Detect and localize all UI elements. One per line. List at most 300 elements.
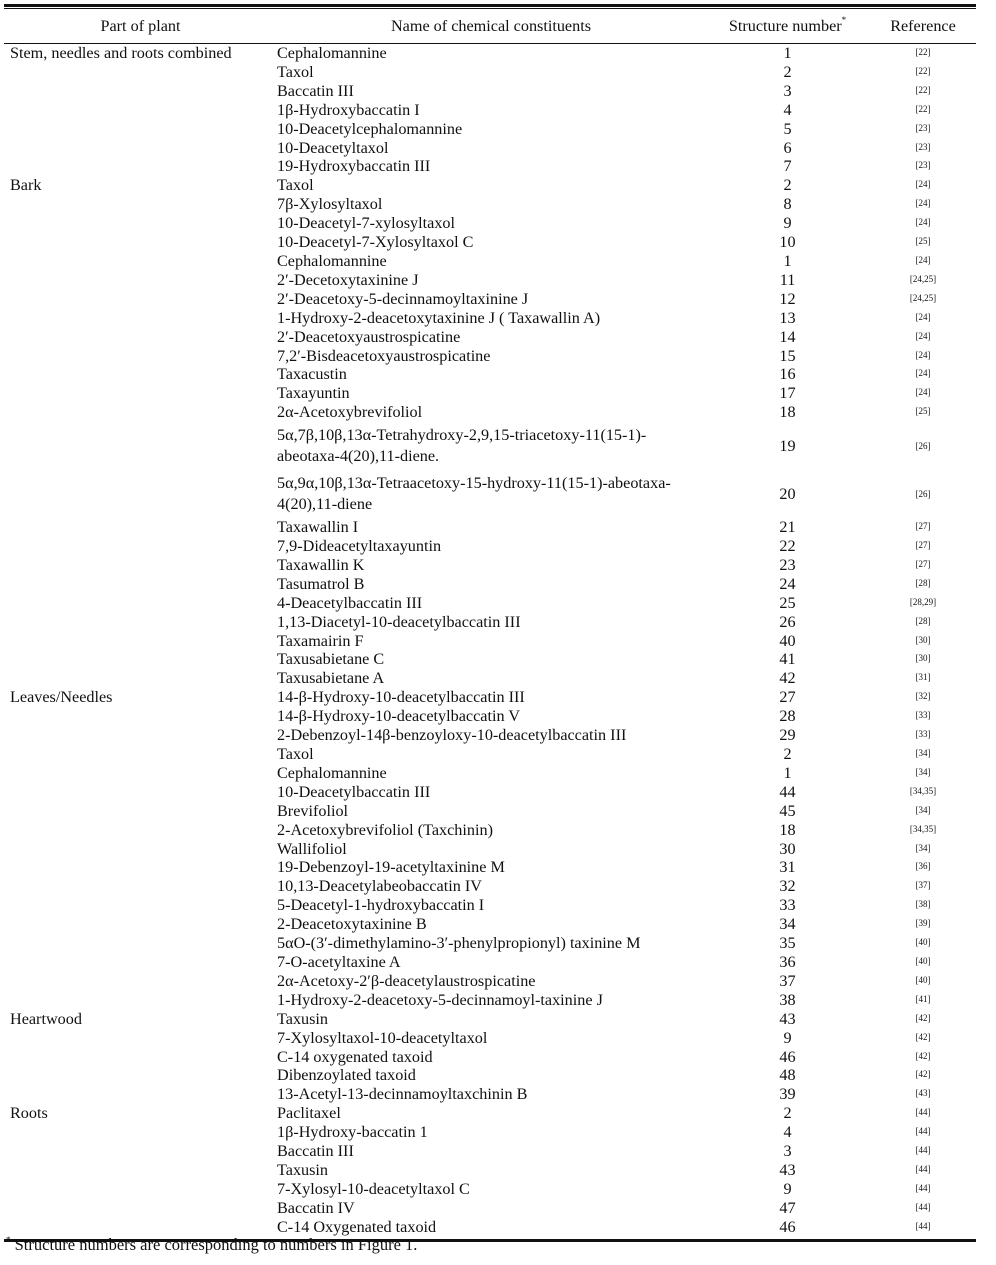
row-part [4, 802, 277, 821]
row-reference: [42] [915, 1050, 931, 1061]
table-row [4, 802, 976, 821]
row-structure-number: 29 [779, 726, 796, 745]
row-name: Taxamairin F [277, 631, 364, 650]
table-row [4, 1085, 976, 1104]
row-part [4, 726, 277, 745]
row-reference: [24] [915, 254, 931, 265]
row-structure-number: 26 [779, 612, 796, 631]
row-part: Heartwood [10, 1009, 82, 1028]
row-part [4, 537, 277, 556]
row-part [4, 518, 277, 537]
table-row [4, 1180, 976, 1199]
table-row [4, 328, 976, 347]
row-name: Baccatin IV [277, 1198, 355, 1217]
table-row [4, 726, 976, 745]
row-part: Roots [10, 1104, 48, 1123]
row-part [4, 821, 277, 840]
row-structure-number: 32 [779, 877, 796, 896]
table-row [4, 896, 976, 915]
row-name: 7-Xylosyltaxol-10-deacetyltaxol [277, 1028, 488, 1047]
table-row [4, 1048, 976, 1067]
row-part [4, 252, 277, 271]
row-reference: [38] [915, 899, 931, 910]
row-structure-number: 10 [779, 233, 796, 252]
table-row [4, 422, 976, 470]
row-reference: [24] [915, 330, 931, 341]
row-structure-number: 43 [779, 1160, 796, 1179]
row-reference: [41] [915, 993, 931, 1004]
row-part [4, 991, 277, 1010]
row-structure-number: 4 [783, 1123, 792, 1142]
row-structure-number: 34 [779, 915, 796, 934]
row-reference: [33] [915, 710, 931, 721]
table-row [4, 1161, 976, 1180]
row-part: Bark [10, 176, 42, 195]
row-name: 10-Deacetylcephalomannine [277, 119, 463, 138]
row-name: C-14 Oxygenated taxoid [277, 1217, 437, 1236]
row-name: Taxusin [277, 1009, 329, 1028]
row-structure-number: 45 [779, 801, 796, 820]
row-structure-number: 1 [783, 763, 792, 782]
table-row [4, 707, 976, 726]
row-reference: [23] [915, 160, 931, 171]
row-reference: [37] [915, 880, 931, 891]
row-reference: [40] [915, 955, 931, 966]
row-structure-number: 2 [783, 745, 792, 763]
table-row [4, 953, 976, 972]
row-name: 7,9-Dideacetyltaxayuntin [277, 537, 442, 556]
row-reference: [30] [915, 653, 931, 664]
row-reference: [22] [915, 103, 931, 114]
row-structure-number: 35 [779, 934, 796, 953]
row-reference: [32] [915, 691, 931, 702]
row-reference: [42] [915, 1012, 931, 1023]
table-row [4, 309, 976, 328]
row-structure-number: 18 [779, 403, 796, 422]
row-name: Taxusin [277, 1160, 329, 1179]
row-structure-number: 6 [783, 138, 792, 157]
table-row [4, 934, 976, 953]
row-structure-number: 1 [783, 44, 792, 62]
row-reference: [24] [915, 349, 931, 360]
table-row [4, 518, 976, 537]
row-name: 2′-Decetoxytaxinine J [277, 270, 419, 289]
table-row [4, 745, 976, 764]
row-part [4, 556, 277, 575]
row-name: 5αO-(3′-dimethylamino-3′-phenylpropionyl) taxinine M [277, 934, 641, 953]
row-part [4, 195, 277, 214]
row-structure-number: 2 [783, 62, 792, 81]
row-structure-number: 24 [779, 574, 796, 593]
row-part [4, 63, 277, 82]
row-reference: [44] [915, 1220, 931, 1231]
row-structure-number: 21 [779, 518, 796, 537]
row-name: Paclitaxel [277, 1104, 341, 1123]
row-reference: [24] [915, 217, 931, 228]
table-body [4, 44, 976, 1237]
row-structure-number: 37 [779, 971, 796, 990]
table-row [4, 44, 976, 63]
row-part [4, 707, 277, 726]
row-part [4, 594, 277, 613]
row-part [4, 1066, 277, 1085]
row-name: 7,2′-Bisdeacetoxyaustrospicatine [277, 346, 491, 365]
table-row [4, 915, 976, 934]
row-structure-number: 44 [779, 782, 796, 801]
row-reference: [33] [915, 729, 931, 740]
row-name: 19-Hydroxybaccatin III [277, 157, 431, 176]
row-name: 5α,9α,10β,13α-Tetraacetoxy-15-hydroxy-11(15-1)-abeotaxa-4(20),11-diene [277, 474, 671, 514]
table-row [4, 195, 976, 214]
row-part [4, 271, 277, 290]
row-reference: [36] [915, 861, 931, 872]
footnote-text: Structure numbers are corresponding to numbers in Figure 1. [10, 1235, 418, 1254]
row-reference: [34,35] [909, 785, 937, 796]
table-row [4, 214, 976, 233]
row-structure-number: 25 [779, 593, 796, 612]
table-row [4, 1142, 976, 1161]
row-part [4, 1218, 277, 1237]
row-part [4, 470, 277, 518]
row-part [4, 157, 277, 176]
row-reference: [44] [915, 1107, 931, 1118]
row-reference: [31] [915, 672, 931, 683]
row-part [4, 101, 277, 120]
row-structure-number: 46 [779, 1217, 796, 1236]
row-name: C-14 oxygenated taxoid [277, 1047, 433, 1066]
row-reference: [28,29] [909, 596, 937, 607]
table-row [4, 365, 976, 384]
row-structure-number: 9 [783, 1179, 792, 1198]
row-reference: [30] [915, 634, 931, 645]
row-part [4, 309, 277, 328]
row-structure-number: 7 [783, 157, 792, 176]
row-name: Brevifoliol [277, 801, 349, 820]
table-row [4, 271, 976, 290]
row-reference: [28] [915, 577, 931, 588]
row-structure-number: 19 [779, 436, 796, 455]
row-structure-number: 2 [783, 176, 792, 195]
row-structure-number: 2 [783, 1104, 792, 1123]
table-row [4, 403, 976, 422]
constituents-table [4, 9, 976, 1237]
row-reference: [34] [915, 748, 931, 758]
table-row [4, 858, 976, 877]
header-number-mark: * [841, 14, 847, 25]
row-name: 4-Deacetylbaccatin III [277, 593, 423, 612]
row-reference: [24] [915, 311, 931, 322]
row-part [4, 82, 277, 101]
row-name: Taxol [277, 745, 314, 763]
table-row [4, 347, 976, 366]
footnote [6, 1235, 417, 1255]
row-structure-number: 31 [779, 858, 796, 877]
row-part [4, 764, 277, 783]
row-part [4, 1029, 277, 1048]
row-name: 2α-Acetoxybrevifoliol [277, 403, 423, 422]
table-row [4, 82, 976, 101]
row-name: 2′-Deacetoxy-5-decinnamoyltaxinine J [277, 289, 529, 308]
table-row [4, 688, 976, 707]
row-structure-number: 11 [779, 270, 796, 289]
row-part [4, 120, 277, 139]
row-reference: [34,35] [909, 823, 937, 834]
table-row [4, 176, 976, 195]
row-part [4, 953, 277, 972]
row-part [4, 896, 277, 915]
table-row [4, 1029, 976, 1048]
row-part [4, 347, 277, 366]
row-structure-number: 38 [779, 990, 796, 1009]
table-row [4, 139, 976, 158]
row-structure-number: 30 [779, 839, 796, 858]
row-part [4, 669, 277, 688]
table-row [4, 575, 976, 594]
row-reference: [34] [915, 766, 931, 777]
row-part [4, 1142, 277, 1161]
row-structure-number: 16 [779, 365, 796, 384]
row-part [4, 575, 277, 594]
row-reference: [42] [915, 1031, 931, 1042]
footnote-mark: * [6, 1235, 11, 1245]
table-row [4, 1066, 976, 1085]
table-row [4, 252, 976, 271]
table-row [4, 537, 976, 556]
row-reference: [25] [915, 236, 931, 247]
row-reference: [26] [915, 440, 931, 451]
row-structure-number: 48 [779, 1066, 796, 1085]
row-name: 2-Debenzoyl-14β-benzoyloxy-10-deacetylbaccatin III [277, 726, 627, 745]
table-row [4, 783, 976, 802]
row-structure-number: 8 [783, 195, 792, 214]
row-reference: [44] [915, 1163, 931, 1174]
table-row [4, 1218, 976, 1237]
row-name: 14-β-Hydroxy-10-deacetylbaccatin III [277, 688, 525, 707]
table-row [4, 669, 976, 688]
row-name: 10-Deacetyl-7-xylosyltaxol [277, 214, 456, 233]
header-name: Name of chemical constituents [277, 9, 705, 44]
row-name: Cephalomannine [277, 44, 387, 62]
row-part [4, 233, 277, 252]
row-name: Baccatin III [277, 1142, 354, 1161]
row-reference: [23] [915, 141, 931, 152]
row-reference: [27] [915, 521, 931, 532]
row-reference: [24,25] [909, 273, 937, 284]
table-row [4, 972, 976, 991]
row-name: 10-Deacetyl-7-Xylosyltaxol C [277, 233, 474, 252]
table-row [4, 63, 976, 82]
row-structure-number: 5 [783, 119, 792, 138]
row-reference: [22] [915, 65, 931, 76]
header-row [4, 9, 976, 44]
row-reference: [22] [915, 84, 931, 95]
table-row [4, 101, 976, 120]
table-row [4, 157, 976, 176]
row-part [4, 403, 277, 422]
row-name: Dibenzoylated taxoid [277, 1066, 416, 1085]
row-reference: [24] [915, 368, 931, 379]
row-reference: [23] [915, 122, 931, 133]
row-name: Taxawallin I [277, 518, 359, 537]
table-row [4, 650, 976, 669]
row-name: Taxol [277, 62, 314, 81]
row-part [4, 783, 277, 802]
table-row [4, 384, 976, 403]
row-name: Taxusabietane C [277, 650, 385, 669]
table-row [4, 877, 976, 896]
row-reference: [25] [915, 406, 931, 417]
row-name: 1-Hydroxy-2-deacetoxy-5-decinnamoyl-taxinine J [277, 990, 603, 1009]
row-name: 10-Deacetylbaccatin III [277, 782, 431, 801]
row-reference: [24] [915, 387, 931, 398]
row-reference: [24,25] [909, 292, 937, 303]
row-reference: [39] [915, 918, 931, 929]
row-structure-number: 9 [783, 1028, 792, 1047]
row-part [4, 328, 277, 347]
row-name: Taxacustin [277, 365, 347, 384]
row-reference: [43] [915, 1088, 931, 1099]
row-reference: [24] [915, 198, 931, 209]
row-name: Taxol [277, 176, 314, 195]
row-structure-number: 22 [779, 537, 796, 556]
header-part: Part of plant [4, 9, 277, 44]
row-name: 7β-Xylosyltaxol [277, 195, 383, 214]
table-row [4, 290, 976, 309]
row-structure-number: 18 [779, 820, 796, 839]
table-row [4, 556, 976, 575]
row-name: 1β-Hydroxy-baccatin 1 [277, 1123, 428, 1142]
row-reference: [24] [915, 179, 931, 190]
row-part [4, 1048, 277, 1067]
row-part [4, 1199, 277, 1218]
row-name: 2α-Acetoxy-2′β-deacetylaustrospicatine [277, 971, 536, 990]
row-part [4, 1180, 277, 1199]
row-structure-number: 47 [779, 1198, 796, 1217]
row-name: Cephalomannine [277, 251, 387, 270]
table-row [4, 632, 976, 651]
table-row [4, 821, 976, 840]
row-part [4, 972, 277, 991]
header-reference: Reference [870, 9, 976, 44]
row-part: Leaves/Needles [10, 688, 113, 707]
table-row [4, 1104, 976, 1123]
row-reference: [27] [915, 558, 931, 569]
row-name: 1-Hydroxy-2-deacetoxytaxinine J ( Taxawallin A) [277, 308, 601, 327]
row-part [4, 745, 277, 764]
row-structure-number: 39 [779, 1085, 796, 1104]
table-row [4, 1010, 976, 1029]
row-part [4, 840, 277, 859]
row-part [4, 877, 277, 896]
row-structure-number: 40 [779, 631, 796, 650]
row-part [4, 214, 277, 233]
row-part [4, 1085, 277, 1104]
table-row [4, 764, 976, 783]
header-number [705, 9, 870, 44]
row-name: 5α,7β,10β,13α-Tetrahydroxy-2,9,15-triacetoxy-11(15-1)-abeotaxa-4(20),11-diene. [277, 426, 647, 466]
row-name: 10,13-Deacetylabeobaccatin IV [277, 877, 482, 896]
row-structure-number: 13 [779, 308, 796, 327]
row-structure-number: 15 [779, 346, 796, 365]
row-part [4, 1161, 277, 1180]
row-name: 7-Xylosyl-10-deacetyltaxol C [277, 1179, 470, 1198]
row-part [4, 915, 277, 934]
row-part [4, 139, 277, 158]
row-structure-number: 36 [779, 952, 796, 971]
row-reference: [28] [915, 615, 931, 626]
table-row [4, 594, 976, 613]
row-reference: [34] [915, 842, 931, 853]
row-name: 10-Deacetyltaxol [277, 138, 389, 157]
row-name: 1,13-Diacetyl-10-deacetylbaccatin III [277, 612, 521, 631]
row-structure-number: 14 [779, 327, 796, 346]
row-structure-number: 1 [783, 251, 792, 270]
row-part [4, 858, 277, 877]
row-name: 19-Debenzoyl-19-acetyltaxinine M [277, 858, 505, 877]
row-structure-number: 12 [779, 289, 796, 308]
table-row [4, 991, 976, 1010]
row-structure-number: 46 [779, 1047, 796, 1066]
row-name: 2-Deacetoxytaxinine B [277, 915, 427, 934]
row-structure-number: 28 [779, 707, 796, 726]
table-row [4, 613, 976, 632]
row-structure-number: 3 [783, 1142, 792, 1161]
row-part [4, 1123, 277, 1142]
top-rule [4, 4, 976, 7]
table-row [4, 120, 976, 139]
row-name: 5-Deacetyl-1-hydroxybaccatin I [277, 896, 485, 915]
row-structure-number: 17 [779, 384, 796, 403]
row-part [4, 650, 277, 669]
row-part [4, 290, 277, 309]
row-part [4, 632, 277, 651]
row-name: Tasumatrol B [277, 574, 365, 593]
row-part [4, 613, 277, 632]
row-reference: [40] [915, 974, 931, 985]
row-reference: [44] [915, 1201, 931, 1212]
table-row [4, 470, 976, 518]
row-reference: [27] [915, 540, 931, 551]
row-structure-number: 33 [779, 896, 796, 915]
row-structure-number: 42 [779, 669, 796, 688]
row-reference: [42] [915, 1069, 931, 1080]
row-structure-number: 43 [779, 1009, 796, 1028]
row-structure-number: 20 [779, 484, 796, 503]
row-reference: [34] [915, 804, 931, 815]
row-reference: [40] [915, 937, 931, 948]
row-structure-number: 4 [783, 100, 792, 119]
row-structure-number: 23 [779, 555, 796, 574]
row-reference: [22] [915, 47, 931, 57]
row-structure-number: 41 [779, 650, 796, 669]
header-number-label: Structure number [728, 16, 842, 35]
row-reference: [44] [915, 1182, 931, 1193]
row-name: Taxusabietane A [277, 669, 385, 688]
row-name: Cephalomannine [277, 763, 387, 782]
row-name: Wallifoliol [277, 839, 347, 858]
row-part [4, 365, 277, 384]
row-reference: [44] [915, 1126, 931, 1137]
table-container [4, 4, 976, 1242]
row-name: Taxayuntin [277, 384, 350, 403]
row-name: 7-O-acetyltaxine A [277, 952, 401, 971]
row-structure-number: 9 [783, 214, 792, 233]
table-row [4, 1199, 976, 1218]
table-row [4, 233, 976, 252]
row-reference: [44] [915, 1145, 931, 1156]
table-row [4, 1123, 976, 1142]
row-part [4, 384, 277, 403]
